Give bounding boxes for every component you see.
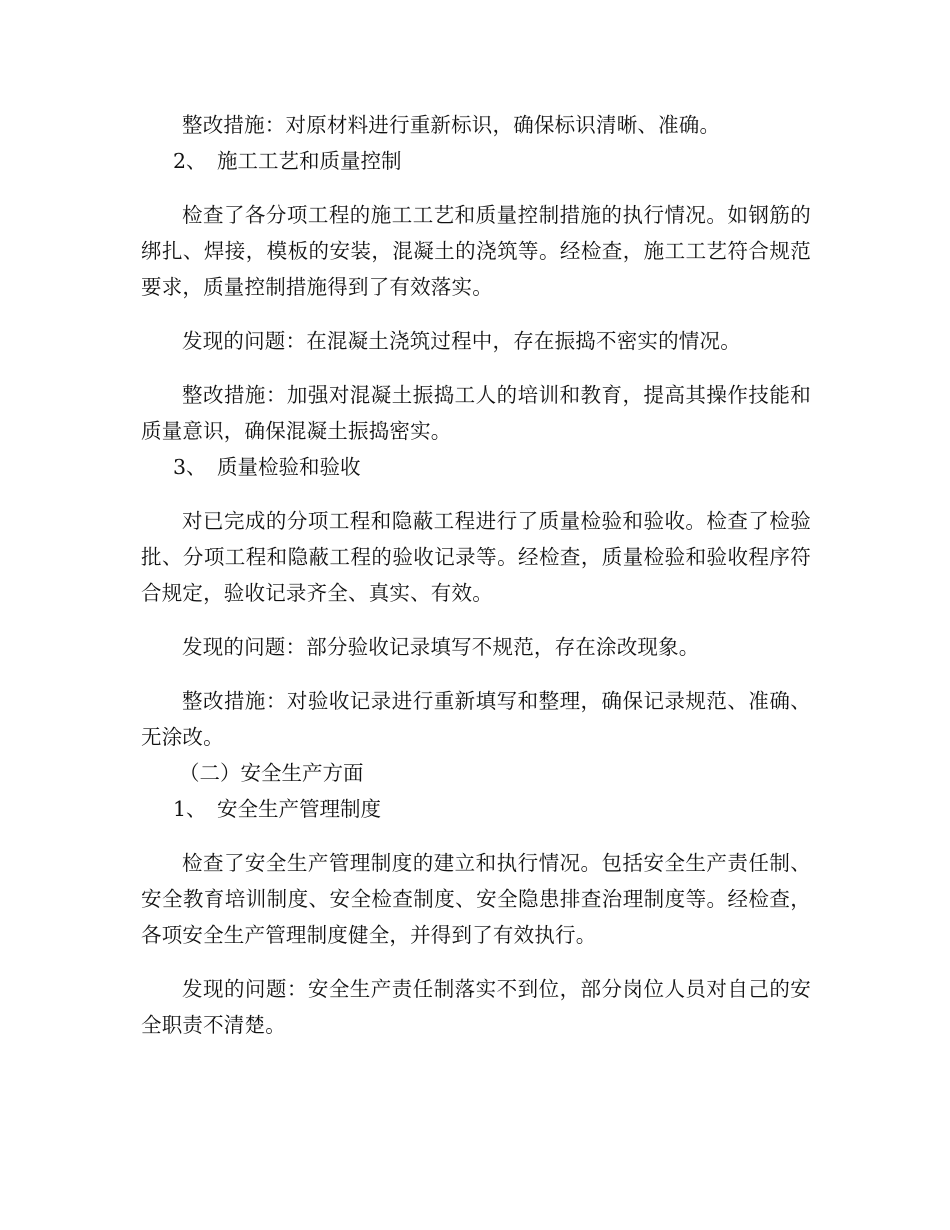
paragraph-process-inspection: 检查了各分项工程的施工工艺和质量控制措施的执行情况。如钢筋的绑扎、焊接，模板的安装，混凝土的浇筑等。经检查，施工工艺符合规范要求，质量控制措施得到了有效落实。: [141, 203, 811, 299]
paragraph-rectification-concrete: 整改措施：加强对混凝土振捣工人的培训和教育，提高其操作技能和质量意识，确保混凝土振捣密实。: [141, 383, 811, 443]
heading-text: 安全生产管理制度: [217, 797, 381, 821]
paragraph-rectification-records: 整改措施：对验收记录进行重新填写和整理，确保记录规范、准确、无涂改。: [141, 689, 811, 749]
paragraph-acceptance-inspection: 对已完成的分项工程和隐蔽工程进行了质量检验和验收。检查了检验批、分项工程和隐蔽工程的验收记录等。经检查，质量检验和验收程序符合规定，验收记录齐全、真实、有效。: [141, 509, 811, 605]
paragraph-issue-records: 发现的问题：部分验收记录填写不规范，存在涂改现象。: [182, 635, 700, 659]
heading-text: 质量检验和验收: [217, 455, 361, 479]
heading-number: 1、: [173, 797, 207, 821]
heading-construction-process: [141, 143, 811, 179]
heading-quality-acceptance: [141, 449, 811, 485]
paragraph-safety-inspection: 检查了安全生产管理制度的建立和执行情况。包括安全生产责任制、安全教育培训制度、安全检查制度、安全隐患排查治理制度等。经检查，各项安全生产管理制度健全，并得到了有效执行。: [141, 851, 811, 947]
heading-number: 3、: [173, 455, 207, 479]
paragraph-issue-concrete: 发现的问题：在混凝土浇筑过程中，存在振捣不密实的情况。: [182, 329, 741, 353]
document-body: [141, 107, 811, 1043]
heading-number: 2、: [173, 149, 207, 173]
heading-text: 施工工艺和质量控制: [217, 149, 402, 173]
section-heading-safety: （二）安全生产方面: [179, 761, 364, 785]
paragraph-issue-safety: 发现的问题：安全生产责任制落实不到位，部分岗位人员对自己的安全职责不清楚。: [141, 977, 811, 1037]
heading-safety-management: [141, 791, 811, 827]
paragraph-rectification-materials: 整改措施：对原材料进行重新标识，确保标识清晰、准确。: [182, 113, 721, 137]
